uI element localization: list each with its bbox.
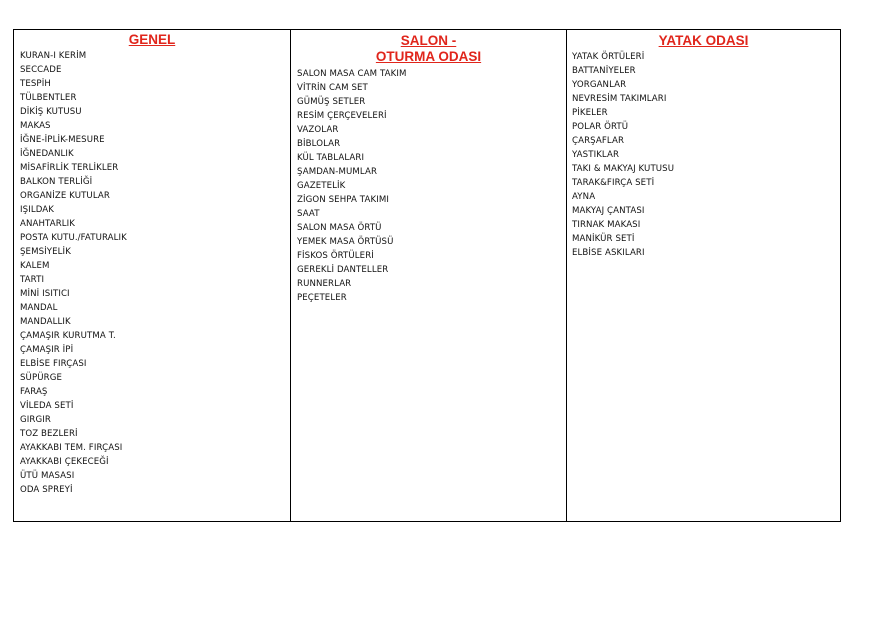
list-item: YATAK ÖRTÜLERİ bbox=[572, 52, 645, 62]
list-item: YASTIKLAR bbox=[572, 150, 620, 160]
list-item: AYAKKABI TEM. FIRÇASI bbox=[20, 443, 123, 453]
list-item: ŞEMSİYELİK bbox=[20, 247, 71, 257]
list-item: YORGANLAR bbox=[572, 80, 627, 90]
list-item: İĞNE-İPLİK-MESURE bbox=[20, 135, 105, 145]
list-item: ZİGON SEHPA TAKIMI bbox=[297, 195, 389, 205]
list-item: IŞILDAK bbox=[20, 205, 54, 215]
item-list bbox=[14, 49, 290, 497]
list-item: ORGANİZE KUTULAR bbox=[20, 191, 110, 201]
list-item: ANAHTARLIK bbox=[20, 219, 76, 229]
list-item: TESPİH bbox=[20, 79, 51, 89]
list-item: MANDALLIK bbox=[20, 317, 71, 327]
list-item: RUNNERLAR bbox=[297, 279, 352, 289]
list-item: SÜPÜRGE bbox=[20, 373, 62, 383]
list-item: PİKELER bbox=[572, 108, 608, 118]
list-item: FARAŞ bbox=[20, 387, 48, 397]
column-heading bbox=[567, 30, 840, 49]
column-heading bbox=[291, 30, 566, 65]
list-item: VAZOLAR bbox=[297, 125, 339, 135]
list-item: İĞNEDANLIK bbox=[20, 149, 74, 159]
list-item: NEVRESİM TAKIMLARI bbox=[572, 94, 667, 104]
list-item: FİSKOS ÖRTÜLERİ bbox=[297, 251, 374, 261]
list-item: BİBLOLAR bbox=[297, 139, 341, 149]
list-item: TAKI & MAKYAJ KUTUSU bbox=[572, 164, 675, 174]
list-item: ÇAMAŞIR KURUTMA T. bbox=[20, 331, 116, 341]
list-item: POSTA KUTU./FATURALIK bbox=[20, 233, 127, 243]
list-item: TOZ BEZLERİ bbox=[20, 429, 78, 439]
list-item: TÜLBENTLER bbox=[20, 93, 77, 103]
list-item: SALON MASA CAM TAKIM bbox=[297, 69, 407, 79]
list-item: MAKYAJ ÇANTASI bbox=[572, 206, 645, 216]
list-item: GIRGIR bbox=[20, 415, 51, 425]
list-item: MANDAL bbox=[20, 303, 58, 313]
list-item: KÜL TABLALARI bbox=[297, 153, 365, 163]
heading-line: YATAK ODASI bbox=[658, 33, 749, 48]
list-item: SECCADE bbox=[20, 65, 62, 75]
heading-line: OTURMA ODASI bbox=[375, 49, 482, 64]
item-list bbox=[291, 67, 566, 305]
list-item: GEREKLİ DANTELLER bbox=[297, 265, 389, 275]
list-item: TIRNAK MAKASI bbox=[572, 220, 641, 230]
list-item: TARTI bbox=[20, 275, 45, 285]
list-item: POLAR ÖRTÜ bbox=[572, 122, 629, 132]
column-genel bbox=[14, 30, 290, 521]
list-item: PEÇETELER bbox=[297, 293, 347, 303]
list-item: MANİKÜR SETİ bbox=[572, 234, 635, 244]
heading-line: SALON - bbox=[400, 33, 457, 48]
list-item: ODA SPREYİ bbox=[20, 485, 73, 495]
list-item: GÜMÜŞ SETLER bbox=[297, 97, 366, 107]
list-item: VİLEDA SETİ bbox=[20, 401, 74, 411]
column-yatak-odasi bbox=[566, 30, 840, 521]
column-heading bbox=[14, 30, 290, 48]
list-item: KALEM bbox=[20, 261, 50, 271]
list-item: SAAT bbox=[297, 209, 320, 219]
checklist-table bbox=[13, 29, 841, 522]
list-item: ÜTÜ MASASI bbox=[20, 471, 75, 481]
list-item: BALKON TERLİĞİ bbox=[20, 177, 93, 187]
list-item: GAZETELİK bbox=[297, 181, 346, 191]
list-item: MAKAS bbox=[20, 121, 51, 131]
list-item: MİSAFİRLİK TERLİKLER bbox=[20, 163, 119, 173]
list-item: ŞAMDAN-MUMLAR bbox=[297, 167, 378, 177]
list-item: RESİM ÇERÇEVELERİ bbox=[297, 111, 387, 121]
list-item: SALON MASA ÖRTÜ bbox=[297, 223, 382, 233]
list-item: AYNA bbox=[572, 192, 596, 202]
list-item: BATTANİYELER bbox=[572, 66, 636, 76]
list-item: TARAK&FIRÇA SETİ bbox=[572, 178, 655, 188]
list-item: ELBİSE FIRÇASI bbox=[20, 359, 87, 369]
list-item: DİKİŞ KUTUSU bbox=[20, 107, 82, 117]
item-list bbox=[567, 50, 840, 260]
list-item: YEMEK MASA ÖRTÜSÜ bbox=[297, 237, 394, 247]
list-item: VİTRİN CAM SET bbox=[297, 83, 368, 93]
list-item: MİNİ ISITICI bbox=[20, 289, 70, 299]
list-item: ELBİSE ASKILARI bbox=[572, 248, 645, 258]
list-item: KURAN-I KERİM bbox=[20, 51, 87, 61]
list-item: ÇAMAŞIR İPİ bbox=[20, 345, 74, 355]
list-item: ÇARŞAFLAR bbox=[572, 136, 625, 146]
list-item: AYAKKABI ÇEKECEĞİ bbox=[20, 457, 109, 467]
heading-line: GENEL bbox=[128, 32, 176, 47]
column-salon-oturma-odasi bbox=[290, 30, 566, 521]
